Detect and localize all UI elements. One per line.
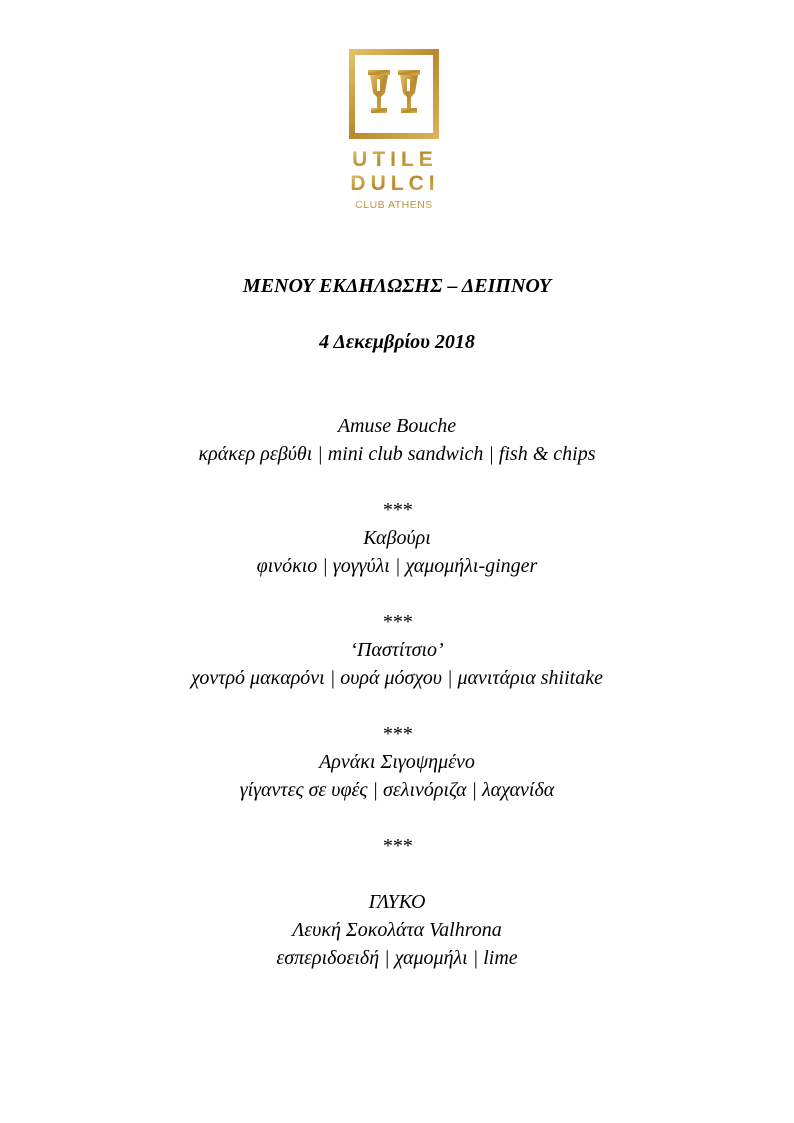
course-description: χοντρό μακαρόνι | ουρά μόσχου | μανιτάρια shiitake [191,667,603,689]
course-name: Amuse Bouche [337,415,457,437]
dessert-description: εσπεριδοειδή | χαμομήλι | lime [276,947,518,969]
menu-title: ΜΕΝΟΥ ΕΚΔΗΛΩΣΗΣ – ΔΕΙΠΝΟΥ [242,275,552,297]
course-separator: *** [382,499,412,521]
dessert-heading: ΓΛΥΚΟ [368,891,426,913]
course-separator: *** [382,835,412,857]
course-name: ‘Παστίτσιο’ [350,639,444,661]
menu-date: 4 Δεκεμβρίου 2018 [319,331,475,353]
course-name: Αρνάκι Σιγοψημένο [319,751,475,773]
logo-line-3: CLUB ATHENS [355,199,433,211]
course-description: κράκερ ρεβύθι | mini club sandwich | fish & chips [198,443,596,465]
logo-line-2: DULCI [350,172,440,195]
course-separator: *** [382,723,412,745]
course-separator: *** [382,611,412,633]
wine-glasses-icon [368,70,420,113]
course-description: γίγαντες σε υφές | σελινόριζα | λαχανίδα [239,779,555,801]
utile-dulci-logo [347,48,443,214]
course-description: φινόκιο | γογγύλι | χαμομήλι-ginger [256,555,538,577]
dessert-name: Λευκή Σοκολάτα Valhrona [292,919,502,941]
course-name: Καβούρι [363,527,431,549]
logo-line-1: UTILE [352,148,438,171]
